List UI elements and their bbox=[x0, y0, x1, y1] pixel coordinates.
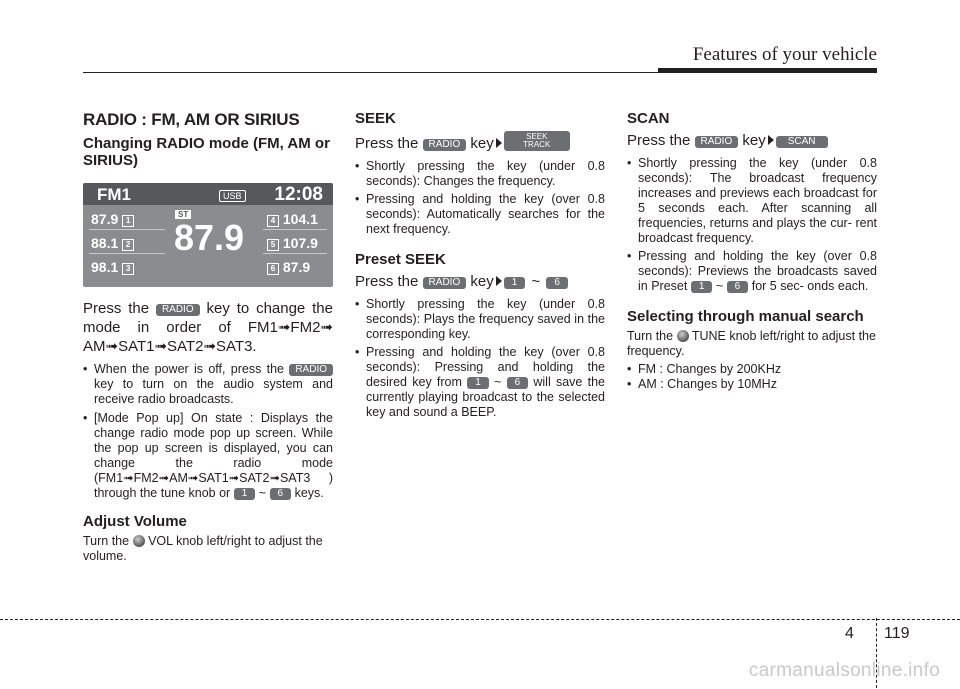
page-number: 119 bbox=[884, 625, 910, 642]
display-clock: 12:08 bbox=[274, 184, 323, 205]
preset-1-key: 1 bbox=[504, 277, 526, 289]
subheading-changing-mode: Changing RADIO mode (FM, AM or SIRIUS) bbox=[83, 135, 330, 169]
watermark: carmanualsonline.info bbox=[748, 660, 940, 681]
section-heading-preset-seek: Preset SEEK bbox=[355, 251, 446, 268]
radio-key: RADIO bbox=[289, 364, 333, 376]
column-seek bbox=[355, 110, 605, 420]
list-item: • Shortly pressing the key (under 0.8 seconds): Plays the frequency saved in the corresponding key. bbox=[355, 297, 605, 342]
display-preset-4: 4 104.1 bbox=[267, 211, 318, 227]
tune-instruction: Turn the TUNE knob left/right to adjust the frequency. bbox=[627, 329, 876, 358]
section-heading-seek: SEEK bbox=[355, 110, 396, 127]
press-radio-instruction: Press the RADIO key to change the mode in order of FM1➟FM2➟ AM➟SAT1➟SAT2➟SAT3. bbox=[83, 300, 333, 355]
chapter-number: 4 bbox=[845, 625, 854, 642]
display-preset-1: 87.9 1 bbox=[91, 211, 134, 227]
tune-bullets bbox=[627, 362, 877, 392]
header-rule bbox=[83, 72, 877, 73]
list-item: • AM : Changes by 10MHz bbox=[627, 377, 877, 392]
section-heading-radio: RADIO : FM, AM OR SIRIUS bbox=[83, 110, 300, 129]
knob-icon bbox=[677, 330, 689, 342]
arrow-right-icon bbox=[496, 276, 502, 286]
preset-1-key: 1 bbox=[467, 377, 489, 389]
list-item: • Pressing and holding the key (over 0.8 seconds): Pressing and holding the desired key from 1 ~ 6 will save the currently playing broadcast to the selected key and sound a BEEP. bbox=[355, 345, 605, 420]
radio-key: RADIO bbox=[695, 136, 739, 148]
seek-track-key: SEEK TRACK bbox=[504, 131, 570, 151]
list-item: • FM : Changes by 200KHz bbox=[627, 362, 877, 377]
column-scan bbox=[627, 110, 877, 392]
knob-icon bbox=[133, 535, 145, 547]
seek-bullets bbox=[355, 159, 605, 237]
subheading-adjust-volume: Adjust Volume bbox=[83, 513, 187, 530]
scan-key: SCAN bbox=[776, 136, 828, 148]
display-mode: FM1 bbox=[97, 185, 131, 204]
preset-6-key: 6 bbox=[546, 277, 568, 289]
display-preset-5: 5 107.9 bbox=[267, 235, 318, 251]
footer-rule bbox=[0, 619, 960, 621]
display-preset-2: 88.1 2 bbox=[91, 235, 134, 251]
preset-1-key: 1 bbox=[234, 488, 256, 500]
preset-6-key: 6 bbox=[270, 488, 292, 500]
radio-display-illustration bbox=[83, 183, 333, 287]
display-frequency: 87.9 bbox=[174, 217, 245, 258]
preset-6-key: 6 bbox=[507, 377, 529, 389]
preset-press-line: Press the RADIO key 1 ~ 6 bbox=[355, 272, 605, 291]
scan-press-line: Press the RADIO key SCAN bbox=[627, 131, 877, 150]
list-item: • Pressing and holding the key (over 0.8 seconds): Previews the broadcasts saved in Preset 1 ~ 6 for 5 sec- onds each. bbox=[627, 249, 877, 294]
list-item: • [Mode Pop up] On state : Displays the change radio mode pop up screen. While the pop up screen is displayed, you can change the radio mode (FM1➟FM2➟AM➟SAT1➟SAT2➟SAT3 ) through the tune knob or 1 ~ 6 keys. bbox=[83, 411, 333, 501]
radio-mode-bullets bbox=[83, 362, 333, 501]
display-usb-badge: USB bbox=[219, 190, 246, 202]
running-header-title: Features of your vehicle bbox=[692, 44, 877, 65]
list-item: • Shortly pressing the key (under 0.8 seconds): The broadcast frequency increases and previews each broadcast for 5 seconds each. After scanning all frequencies, returns and plays the cur- rent broadcast frequency. bbox=[627, 156, 877, 246]
preset-1-key: 1 bbox=[691, 281, 713, 293]
subheading-manual-search: Selecting through manual search bbox=[627, 308, 864, 325]
radio-key: RADIO bbox=[156, 304, 200, 316]
arrow-right-icon bbox=[496, 138, 502, 148]
radio-key: RADIO bbox=[423, 277, 467, 289]
list-item: • Pressing and holding the key (over 0.8 seconds): Automatically searches for the next frequency. bbox=[355, 192, 605, 237]
display-preset-6: 6 87.9 bbox=[267, 259, 310, 275]
list-item: • Shortly pressing the key (under 0.8 seconds): Changes the frequency. bbox=[355, 159, 605, 189]
scan-bullets bbox=[627, 156, 877, 294]
preset-6-key: 6 bbox=[727, 281, 749, 293]
display-preset-3: 98.1 3 bbox=[91, 259, 134, 275]
preset-seek-bullets bbox=[355, 297, 605, 420]
column-radio-mode bbox=[83, 110, 333, 564]
volume-instruction: Turn the VOL knob left/right to adjust the volume. bbox=[83, 534, 323, 563]
radio-key: RADIO bbox=[423, 139, 467, 151]
list-item: • When the power is off, press the RADIO key to turn on the audio system and receive radio broadcasts. bbox=[83, 362, 333, 407]
display-stereo-badge: ST bbox=[175, 210, 191, 219]
seek-press-line: Press the RADIO key SEEK TRACK bbox=[355, 131, 605, 153]
arrow-right-icon bbox=[768, 135, 774, 145]
section-heading-scan: SCAN bbox=[627, 110, 670, 127]
